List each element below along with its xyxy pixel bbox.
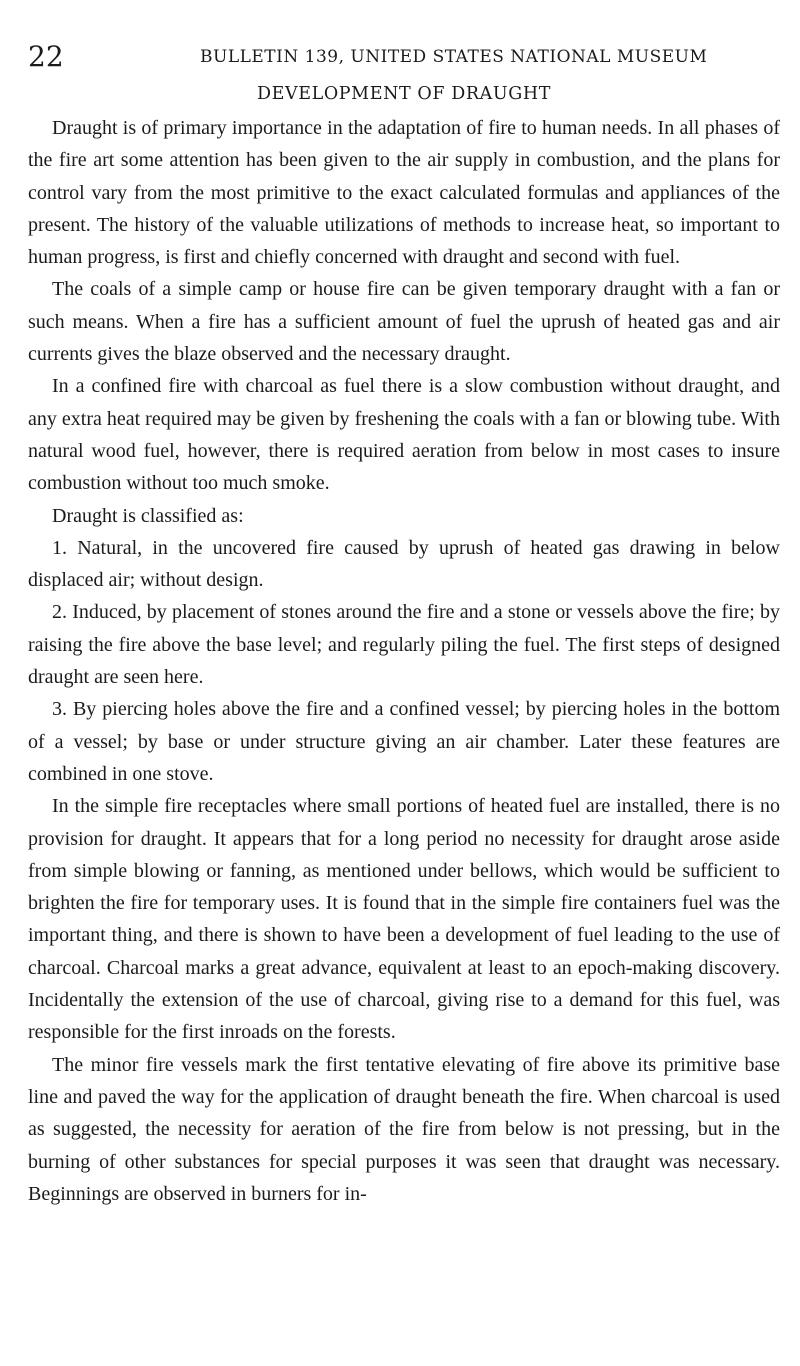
paragraph: In the simple fire receptacles where small portions of heated fuel are installed, there is no provision for draught. It appears that for a long period no necessity for draught arose aside from simple blowing or fanning, as mentioned under bellows, which would be sufficient to brighten the fire for temporary uses. It is found that in the simple fire containers fuel was the important thing, and there is shown to have been a development of fuel leading to the use of charcoal. Charcoal marks a great advance, equivalent at least to an epoch-making discovery. Incidentally the extension of the use of charcoal, giving rise to a demand for this fuel, was responsible for the first inroads on the forests. <box>28 795 780 1044</box>
list-item: 3. By piercing holes above the fire and a confined vessel; by piercing holes in the bottom of a vessel; by base or under structure giving an air chamber. Later these features are combined in one stove. <box>28 698 780 785</box>
book-page <box>28 36 780 1210</box>
list-item: 1. Natural, in the uncovered fire caused by uprush of heated gas drawing in below displaced air; without design. <box>28 536 780 592</box>
paragraph: Draught is of primary importance in the adaptation of fire to human needs. In all phases of the fire art some attention has been given to the air supply in combustion, and the plans for control vary from the most primitive to the exact calculated formulas and appliances of the present. The history of the valuable utilizations of methods to increase heat, so important to human progress, is first and chiefly concerned with draught and second with fuel. <box>28 117 780 269</box>
paragraph: Draught is classified as: <box>52 504 244 527</box>
page-number: 22 <box>28 40 64 73</box>
paragraph: The coals of a simple camp or house fire can be given temporary draught with a fan or such means. When a fire has a sufficient amount of fuel the uprush of heated gas and air currents gives the blaze observed and the necessary draught. <box>28 278 780 366</box>
paragraph: In a confined fire with charcoal as fuel there is a slow combustion without draught, and any extra heat required may be given by freshening the coals with a fan or blowing tube. With natural wood fuel, however, there is required aeration from below in most cases to insure combustion without too much smoke. <box>28 375 780 495</box>
paragraph: The minor fire vessels mark the first tentative elevating of fire above its primitive base line and paved the way for the application of draught beneath the fire. When charcoal is used as suggested, the necessity for aeration of the fire from below is not pressing, but in the burning of other substances for special purposes it was seen that draught was necessary. Beginnings are observed in burners for in- <box>28 1053 780 1205</box>
body-text <box>28 112 780 1210</box>
running-title: BULLETIN 139, UNITED STATES NATIONAL MUSEUM <box>200 47 708 67</box>
list-item: 2. Induced, by placement of stones around the fire and a stone or vessels above the fire; by raising the fire above the base level; and regularly piling the fuel. The first steps of designed draught are seen here. <box>28 601 780 689</box>
running-head <box>28 36 780 74</box>
section-heading: DEVELOPMENT OF DRAUGHT <box>257 84 551 104</box>
